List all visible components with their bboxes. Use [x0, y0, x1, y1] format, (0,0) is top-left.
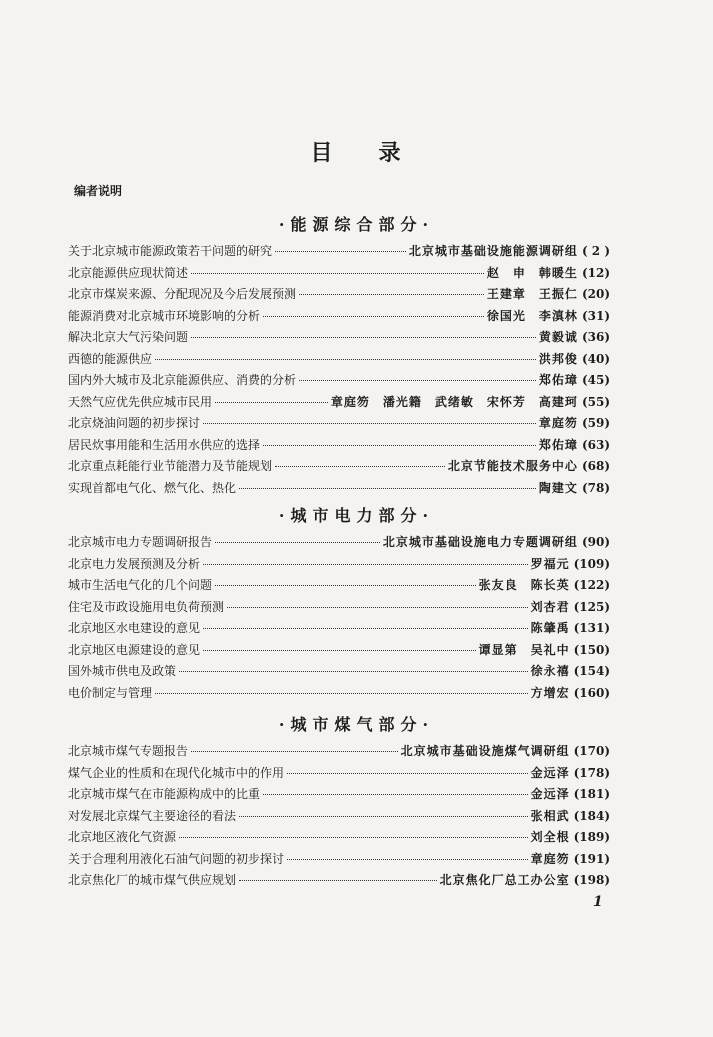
entry-title: 北京烧油问题的初步探讨 — [68, 416, 201, 430]
dot-leader — [239, 488, 536, 489]
entry-page-number: (20) — [581, 287, 610, 301]
dot-leader — [239, 880, 437, 881]
entry-page-number: (184) — [573, 808, 610, 823]
toc-entry[interactable] — [68, 242, 610, 260]
entry-author: 陈肇禹 — [530, 621, 570, 635]
entry-page-number: (181) — [573, 787, 610, 801]
dot-leader — [155, 693, 528, 694]
entry-page-number: (191) — [573, 851, 610, 866]
entry-author: 北京城市基础设施煤气调研组 — [400, 744, 570, 758]
entry-page-number: (63) — [581, 437, 610, 452]
page-title — [0, 136, 713, 167]
entry-author: 陶建文 — [538, 480, 578, 495]
section-heading: ·城市煤气部分· — [278, 715, 435, 734]
entry-page-number: (40) — [581, 351, 610, 366]
dot-leader — [263, 445, 536, 446]
entry-page-number: (90) — [581, 535, 610, 549]
toc-entry[interactable] — [68, 785, 610, 803]
toc-entry[interactable] — [68, 371, 610, 389]
entry-author: 北京焦化厂总工办公室 — [439, 873, 570, 887]
toc-entry[interactable] — [68, 555, 610, 573]
toc-entry[interactable] — [68, 764, 610, 782]
entry-author: 徐永禧 — [530, 664, 570, 678]
toc-entry[interactable] — [68, 828, 610, 846]
entry-title: 解决北京大气污染问题 — [68, 330, 189, 344]
entry-author: 章庭笏 — [530, 851, 570, 866]
dot-leader — [179, 671, 528, 672]
dot-leader — [179, 837, 528, 838]
dot-leader — [203, 650, 476, 651]
entry-title: 住宅及市政设施用电负荷预测 — [68, 599, 225, 614]
entry-title: 北京地区液化气资源 — [68, 830, 177, 844]
entry-author: 王建章 王振仁 — [486, 287, 578, 301]
entry-title: 煤气企业的性质和在现代化城市中的作用 — [68, 765, 285, 780]
entry-title: 天然气应优先供应城市民用 — [68, 394, 213, 409]
toc-entry[interactable] — [68, 264, 610, 282]
entry-title: 北京重点耗能行业节能潜力及节能规划 — [68, 459, 273, 473]
toc-entry[interactable] — [68, 684, 610, 702]
entry-page-number: (131) — [573, 621, 610, 635]
entry-author: 刘杏君 — [530, 599, 570, 614]
entry-title: 国内外大城市及北京能源供应、消费的分析 — [68, 373, 297, 387]
dot-leader — [263, 794, 528, 795]
toc-entry[interactable] — [68, 807, 610, 825]
entry-author: 郑佑璋 — [538, 373, 578, 387]
entry-title: 关于合理利用液化石油气问题的初步探讨 — [68, 851, 285, 866]
entry-title: 关于北京城市能源政策若干问题的研究 — [68, 244, 273, 258]
entry-author: 郑佑璋 — [538, 437, 578, 452]
entry-page-number: (178) — [573, 765, 610, 780]
dot-leader — [299, 380, 536, 381]
entry-page-number: ( 2 ) — [581, 244, 610, 258]
toc-entry[interactable] — [68, 576, 610, 594]
toc-entry[interactable] — [68, 619, 610, 637]
entry-author: 罗福元 — [530, 556, 570, 571]
toc-entry[interactable] — [68, 307, 610, 325]
entry-page-number: (125) — [573, 599, 610, 614]
toc-entry[interactable] — [68, 641, 610, 659]
entry-page-number: (154) — [573, 664, 610, 678]
entry-author: 北京节能技术服务中心 — [447, 459, 578, 473]
dot-leader — [299, 294, 484, 295]
entry-author: 章庭笏 — [538, 416, 578, 430]
toc-entry[interactable] — [68, 285, 610, 303]
entry-page-number: (31) — [581, 308, 610, 323]
title-char-1: 目 — [310, 140, 335, 166]
entry-title: 北京地区电源建设的意见 — [68, 642, 201, 657]
entry-author: 金远泽 — [530, 765, 570, 780]
entry-author: 方增宏 — [530, 685, 570, 700]
entry-author: 章庭笏 潘光籍 武绪敏 宋怀芳 高建珂 — [330, 394, 578, 409]
toc-entry[interactable] — [68, 328, 610, 346]
toc-entry[interactable] — [68, 533, 610, 551]
entry-author: 张友良 陈长英 — [478, 578, 570, 592]
toc-entry[interactable] — [68, 871, 610, 889]
entry-author: 黄毅诚 — [538, 330, 578, 344]
entry-author: 北京城市基础设施电力专题调研组 — [382, 535, 578, 549]
toc-entry[interactable] — [68, 598, 610, 616]
entry-author: 张相武 — [530, 808, 570, 823]
toc-entry[interactable] — [68, 662, 610, 680]
dot-leader — [239, 816, 528, 817]
entry-page-number: (160) — [573, 685, 610, 700]
toc-entry[interactable] — [68, 457, 610, 475]
dot-leader — [215, 585, 476, 586]
dot-leader — [191, 273, 484, 274]
entry-author: 北京城市基础设施能源调研组 — [408, 244, 578, 258]
toc-entry[interactable] — [68, 850, 610, 868]
toc-entry[interactable] — [68, 742, 610, 760]
entry-title: 对发展北京煤气主要途径的看法 — [68, 808, 237, 823]
dot-leader — [191, 751, 398, 752]
entry-page-number: (36) — [581, 330, 610, 344]
entry-title: 北京能源供应现状简述 — [68, 265, 189, 280]
dot-leader — [191, 337, 536, 338]
toc-entry[interactable] — [68, 479, 610, 497]
section-heading: ·城市电力部分· — [278, 506, 435, 525]
entry-title: 北京城市电力专题调研报告 — [68, 535, 213, 549]
dot-leader — [287, 859, 528, 860]
entry-page-number: (109) — [573, 556, 610, 571]
entry-author: 徐国光 李滇林 — [486, 308, 578, 323]
entry-page-number: (55) — [581, 394, 610, 409]
dot-leader — [203, 628, 528, 629]
entry-page-number: (12) — [581, 265, 610, 280]
title-char-2: 录 — [378, 140, 403, 166]
toc-entry[interactable] — [68, 436, 610, 454]
entry-page-number: (59) — [581, 416, 610, 430]
toc-entry[interactable] — [68, 414, 610, 432]
entry-author: 谭显第 吴礼中 — [478, 642, 570, 657]
entry-title: 北京城市煤气在市能源构成中的比重 — [68, 787, 261, 801]
entry-title: 电价制定与管理 — [68, 685, 153, 700]
editor-note[interactable]: 编者说明 — [74, 184, 123, 198]
dot-leader — [287, 773, 528, 774]
toc-entry[interactable] — [68, 393, 610, 411]
entry-title: 能源消费对北京城市环境影响的分析 — [68, 308, 261, 323]
dot-leader — [155, 359, 536, 360]
dot-leader — [275, 251, 406, 252]
entry-title: 国外城市供电及政策 — [68, 664, 177, 678]
entry-page-number: (45) — [581, 373, 610, 387]
dot-leader — [227, 607, 528, 608]
entry-page-number: (198) — [573, 873, 610, 887]
toc-entry[interactable] — [68, 350, 610, 368]
entry-page-number: (150) — [573, 642, 610, 657]
dot-leader — [203, 423, 536, 424]
entry-title: 西德的能源供应 — [68, 351, 153, 366]
entry-title: 城市生活电气化的几个问题 — [68, 578, 213, 592]
entry-author: 金远泽 — [530, 787, 570, 801]
entry-page-number: (78) — [581, 480, 610, 495]
dot-leader — [215, 542, 380, 543]
entry-title: 北京电力发展预测及分析 — [68, 556, 201, 571]
entry-page-number: (189) — [573, 830, 610, 844]
section-heading: ·能源综合部分· — [278, 215, 435, 234]
entry-page-number: (170) — [573, 744, 610, 758]
entry-title: 北京城市煤气专题报告 — [68, 744, 189, 758]
page-number: 1 — [593, 894, 603, 910]
entry-author: 赵 申 韩暖生 — [486, 265, 578, 280]
entry-title: 实现首都电气化、燃气化、热化 — [68, 480, 237, 495]
dot-leader — [263, 316, 484, 317]
dot-leader — [215, 402, 328, 403]
dot-leader — [203, 564, 528, 565]
entry-title: 北京市煤炭来源、分配现况及今后发展预测 — [68, 287, 297, 301]
entry-author: 洪邦俊 — [538, 351, 578, 366]
entry-page-number: (122) — [573, 578, 610, 592]
entry-title: 北京焦化厂的城市煤气供应规划 — [68, 873, 237, 887]
entry-page-number: (68) — [581, 459, 610, 473]
entry-author: 刘全根 — [530, 830, 570, 844]
entry-title: 居民炊事用能和生活用水供应的选择 — [68, 437, 261, 452]
entry-title: 北京地区水电建设的意见 — [68, 621, 201, 635]
dot-leader — [275, 466, 445, 467]
